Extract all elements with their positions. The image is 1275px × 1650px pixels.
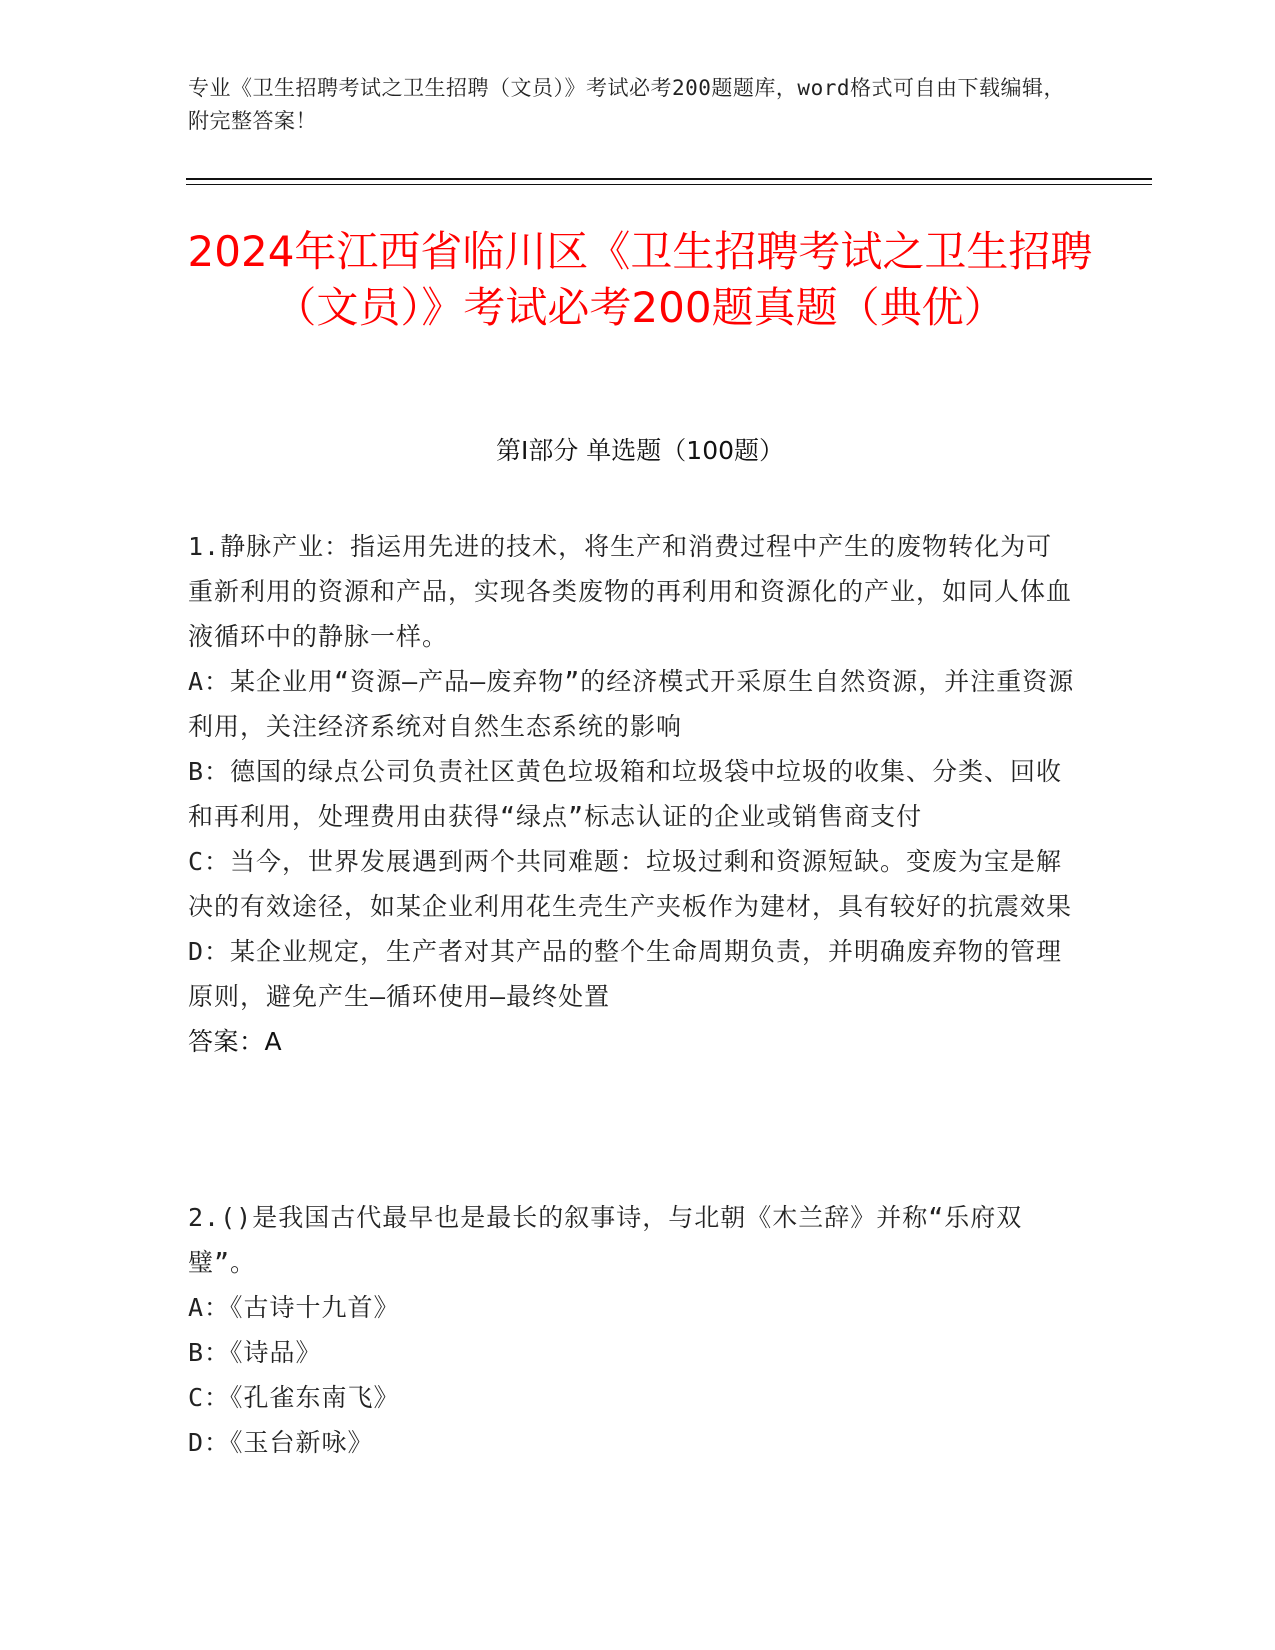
option-d: D：某企业规定，生产者对其产品的整个生命周期负责，并明确废弃物的管理原则，避免产生—循环使用—最终处置	[188, 937, 1063, 1011]
question-2	[188, 1195, 1078, 1465]
option-c: C：当今，世界发展遇到两个共同难题：垃圾过剩和资源短缺。变废为宝是解决的有效途径，如某企业利用花生壳生产夹板作为建材，具有较好的抗震效果	[188, 847, 1073, 921]
question-1	[188, 524, 1078, 1064]
question-stem: 1.静脉产业：指运用先进的技术，将生产和消费过程中产生的废物转化为可重新利用的资源和产品，实现各类废物的再利用和资源化的产业，如同人体血液循环中的静脉一样。	[188, 532, 1073, 651]
option-c: C：《孔雀东南飞》	[188, 1383, 400, 1412]
section-heading: 第I部分 单选题（100题）	[495, 436, 785, 465]
question-stem: 2.()是我国古代最早也是最长的叙事诗，与北朝《木兰辞》并称“乐府双璧”。	[188, 1203, 1023, 1277]
option-b: B：德国的绿点公司负责社区黄色垃圾箱和垃圾袋中垃圾的收集、分类、回收和再利用，处理费用由获得“绿点”标志认证的企业或销售商支付	[188, 757, 1063, 831]
answer: 答案：A	[188, 1027, 283, 1056]
option-a: A：某企业用“资源—产品—废弃物”的经济模式开采原生自然资源，并注重资源利用，关注经济系统对自然生态系统的影响	[188, 667, 1075, 741]
option-a: A：《古诗十九首》	[188, 1293, 400, 1322]
header-rule-thin	[186, 184, 1152, 185]
header-note: 专业《卫生招聘考试之卫生招聘（文员）》考试必考200题题库，word格式可自由下载编辑，附完整答案！	[188, 76, 1065, 133]
document-title: 2024年江西省临川区《卫生招聘考试之卫生招聘（文员）》考试必考200题真题（典优）	[187, 227, 1093, 332]
option-b: B：《诗品》	[188, 1338, 322, 1367]
option-d: D：《玉台新咏》	[188, 1428, 374, 1457]
header-rule-thick	[186, 178, 1152, 180]
